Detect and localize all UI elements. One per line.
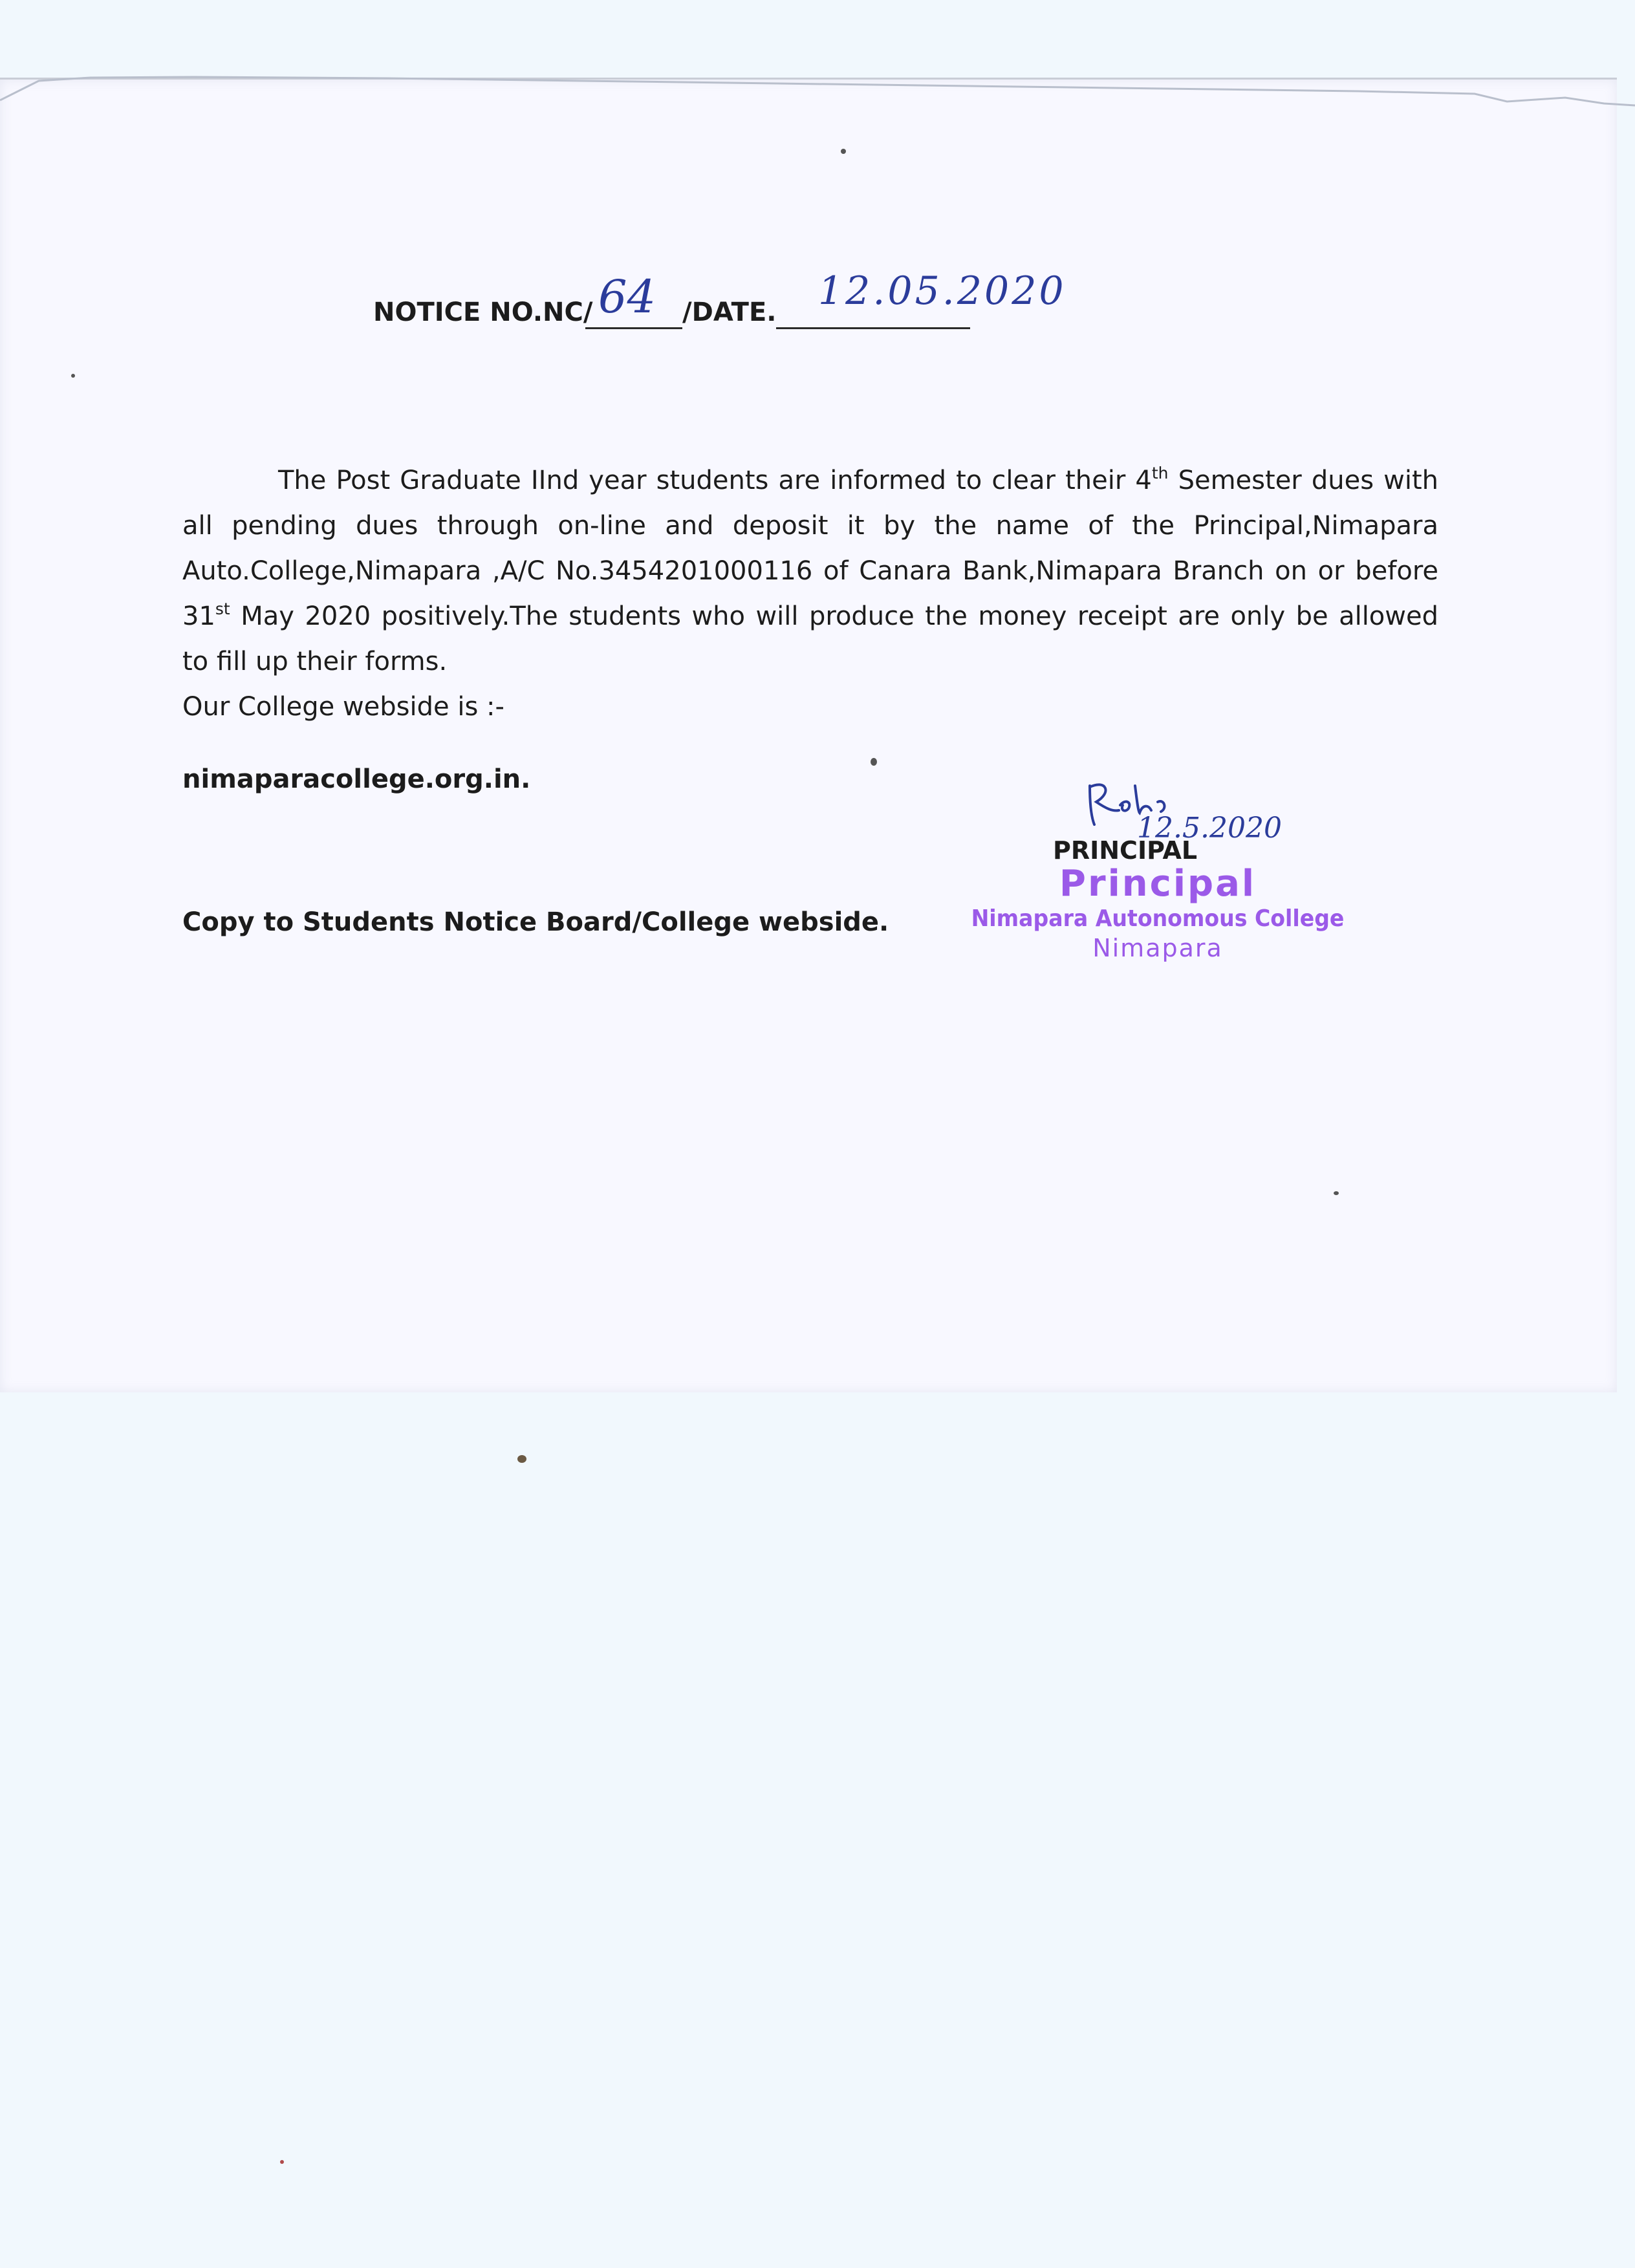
body-text-part-3: May 2020 positively.The students who will produce the money receipt are only be allowed to fill up their forms.: [182, 601, 1438, 676]
notice-number-handwritten: 64: [598, 270, 656, 323]
principal-title: PRINCIPAL: [1053, 836, 1198, 865]
date-label: /DATE.: [682, 297, 777, 327]
paper-torn-edge: [0, 55, 1635, 107]
notice-number-underline: [585, 327, 682, 329]
scan-speck: [841, 149, 846, 154]
body-superscript-th: th: [1151, 464, 1169, 482]
scan-speck: [280, 2160, 284, 2164]
date-underline: [776, 327, 970, 329]
website-address: nimaparacollege.org.in.: [182, 764, 531, 794]
body-text-part-2: Semester dues with all pending dues through on-line and deposit it by the name of the Principal,Nimapara Auto.College,Nimapara ,A/C No.3454201000116 of Canara Bank,Nimapara Branch on or before 31: [182, 466, 1438, 631]
body-text-part-1: The Post Graduate IInd year students are informed to clear their 4: [278, 466, 1152, 495]
scan-speck: [71, 374, 75, 378]
scan-speck: [517, 1455, 526, 1463]
scan-speck: [871, 758, 877, 766]
copy-to-line: Copy to Students Notice Board/College webside.: [182, 907, 889, 937]
stamp-title: Principal: [1059, 863, 1257, 905]
principal-rubber-stamp: [951, 863, 1365, 963]
notice-heading: [372, 268, 1148, 336]
body-superscript-st: st: [215, 599, 230, 618]
notice-number-label: NOTICE NO.NC/: [373, 297, 593, 327]
stamp-place: Nimapara: [1092, 934, 1223, 962]
stamp-college-name: Nimapara Autonomous College: [971, 905, 1345, 932]
scan-speck: [1334, 1191, 1339, 1195]
website-intro: Our College webside is :-: [182, 692, 504, 722]
notice-body-paragraph: [182, 458, 1438, 684]
date-handwritten: 12.05.2020: [818, 268, 1067, 314]
signature-date: 12.5.2020: [1137, 812, 1282, 845]
